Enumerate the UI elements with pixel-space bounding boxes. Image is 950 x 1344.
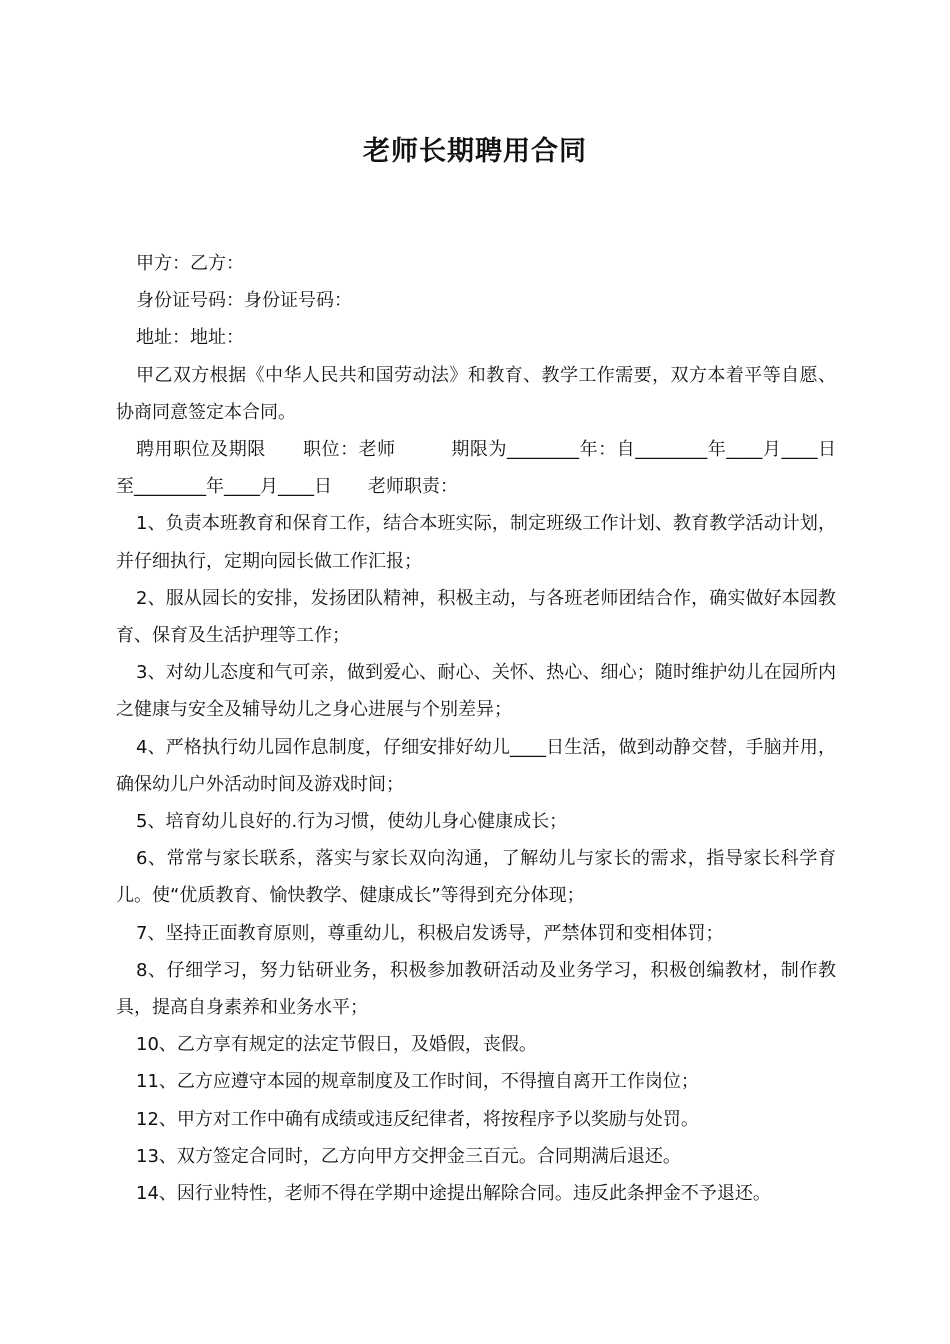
clause-10: 10、乙方享有规定的法定节假日，及婚假，丧假。 xyxy=(136,1034,537,1056)
clause-2: 2、服从园长的安排，发扬团队精神，积极主动，与各班老师团结合作，确实做好本园教育、保育及生活护理等工作； xyxy=(116,587,836,647)
clause-4: 4、严格执行幼儿园作息制度，仔细安排好幼儿____日生活，做到动静交替，手脑并用，确保幼儿户外活动时间及游戏时间； xyxy=(116,736,836,795)
clause-11: 11、乙方应遵守本园的规章制度及工作时间，不得擅自离开工作岗位； xyxy=(136,1071,699,1093)
clause-13: 13、双方签定合同时，乙方向甲方交押金三百元。合同期满后退还。 xyxy=(136,1145,681,1167)
document-body xyxy=(116,245,836,1212)
clause-1: 1、负责本班教育和保育工作，结合本班实际，制定班级工作计划、教育教学活动计划，并仔细执行，定期向园长做工作汇报； xyxy=(116,513,836,572)
clause-3: 3、对幼儿态度和气可亲，做到爱心、耐心、关怀、热心、细心；随时维护幼儿在园所内之健康与安全及辅导幼儿之身心进展与个别差异； xyxy=(116,662,836,721)
paragraph-id-numbers: 身份证号码：身份证号码： xyxy=(136,290,352,312)
clause-7: 7、坚持正面教育原则，尊重幼儿，积极启发诱导，严禁体罚和变相体罚； xyxy=(136,922,724,944)
paragraph-preamble: 甲乙双方根据《中华人民共和国劳动法》和教育、教学工作需要，双方本着平等自愿、协商同意签定本合同。 xyxy=(116,364,836,423)
clause-5: 5、培育幼儿良好的.行为习惯，使幼儿身心健康成长； xyxy=(136,811,568,833)
paragraph-addresses: 地址：地址： xyxy=(136,327,244,349)
paragraph-position-term: 聘用职位及期限 职位：老师 期限为________年：自________年____月____日至________年____月____日 老师职责： xyxy=(116,439,836,498)
clause-12: 12、甲方对工作中确有成绩或违反纪律者，将按程序予以奖励与处罚。 xyxy=(136,1108,699,1130)
paragraph-parties: 甲方：乙方： xyxy=(136,253,244,274)
document-title: 老师长期聘用合同 xyxy=(363,136,587,167)
clause-14: 14、因行业特性，老师不得在学期中途提出解除合同。违反此条押金不予退还。 xyxy=(136,1183,771,1205)
clause-8: 8、仔细学习，努力钻研业务，积极参加教研活动及业务学习，积极创编教材，制作教具，提高自身素养和业务水平； xyxy=(116,959,836,1019)
clause-6: 6、常常与家长联系，落实与家长双向沟通，了解幼儿与家长的需求，指导家长科学育儿。使“优质教育、愉快教学、健康成长”等得到充分体现； xyxy=(116,848,836,907)
